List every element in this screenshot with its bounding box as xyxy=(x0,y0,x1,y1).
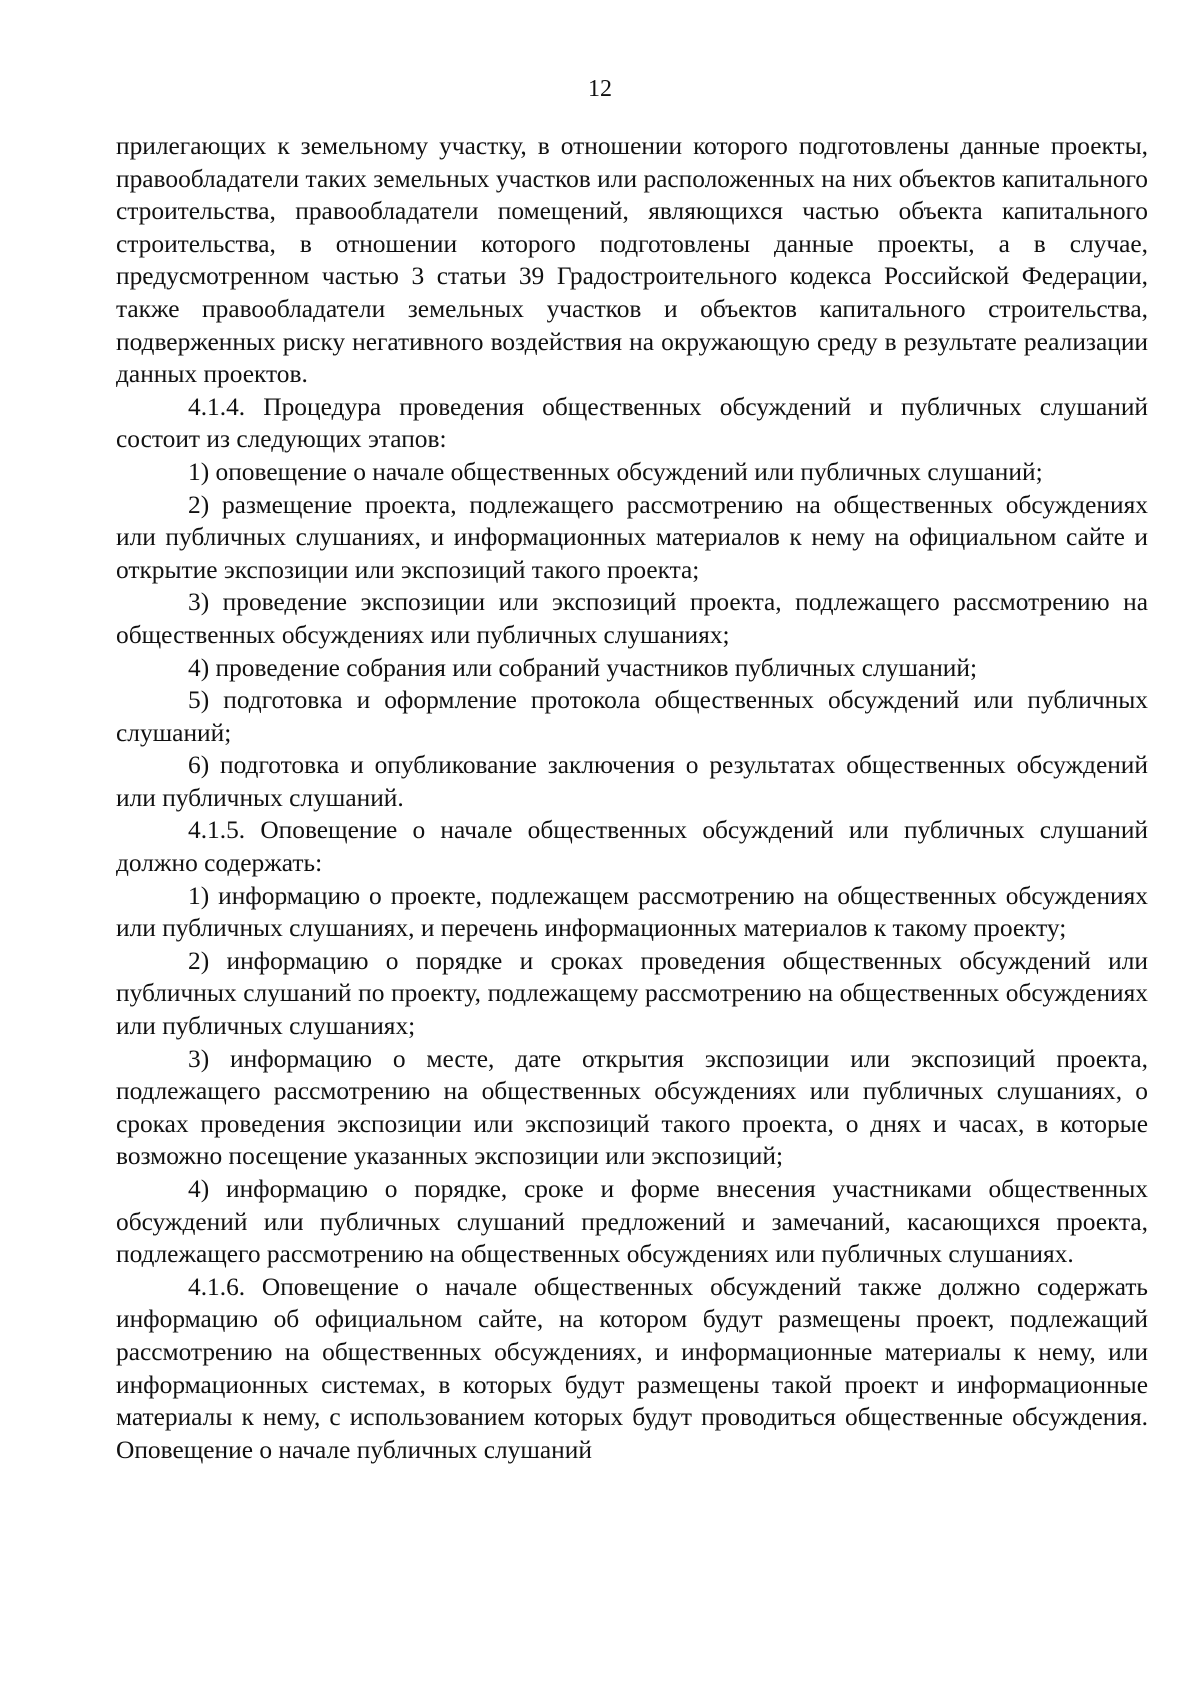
paragraph-continuation: прилегающих к земельному участку, в отношении которого подготовлены данные проекты, правообладатели таких земельных участков или расположенных на них объектов капитального строительства, правообладатели помещений, являющихся частью объекта капитального строительства, в отношении которого подготовлены данные проекты, а в случае, предусмотренном частью 3 статьи 39 Градостроительного кодекса Российской Федерации, также правообладатели земельных участков и объектов капитального строительства, подверженных риску негативного воздействия на окружающую среду в результате реализации данных проектов. xyxy=(116,132,1148,389)
list-item-4-1-4-4: 4) проведение собрания или собраний участников публичных слушаний; xyxy=(188,653,978,682)
paragraph-4-1-5: 4.1.5. Оповещение о начале общественных обсуждений или публичных слушаний должно содержать: xyxy=(116,816,1148,878)
list-item-4-1-4-1: 1) оповещение о начале общественных обсуждений или публичных слушаний; xyxy=(188,457,1043,486)
list-item-4-1-4-2: 2) размещение проекта, подлежащего рассмотрению на общественных обсуждениях или публичных слушаниях, и информационных материалов к нему на официальном сайте и открытие экспозиции или экспозиций такого проекта; xyxy=(116,490,1148,584)
page-number: 12 xyxy=(588,76,612,102)
paragraph-4-1-6: 4.1.6. Оповещение о начале общественных обсуждений также должно содержать информацию об официальном сайте, на котором будут размещены проект, подлежащий рассмотрению на общественных обсуждениях, и информационные материалы к нему, или информационных системах, в которых будут размещены такой проект и информационные материалы к нему, с использованием которых будут проводиться общественные обсуждения. Оповещение о начале публичных слушаний xyxy=(116,1272,1148,1464)
list-item-4-1-5-3: 3) информацию о месте, дате открытия экспозиции или экспозиций проекта, подлежащего рассмотрению на общественных обсуждениях или публичных слушаниях, о сроках проведения экспозиции или экспозиций такого проекта, о днях и часах, в которые возможно посещение указанных экспозиции или экспозиций; xyxy=(116,1044,1148,1171)
document-body xyxy=(116,130,1148,1466)
list-item-4-1-5-1: 1) информацию о проекте, подлежащем рассмотрению на общественных обсуждениях или публичных слушаниях, и перечень информационных материалов к такому проекту; xyxy=(116,881,1148,943)
paragraph-4-1-4: 4.1.4. Процедура проведения общественных обсуждений и публичных слушаний состоит из следующих этапов: xyxy=(116,392,1148,454)
list-item-4-1-4-5: 5) подготовка и оформление протокола общественных обсуждений или публичных слушаний; xyxy=(116,686,1148,747)
list-item-4-1-5-2: 2) информацию о порядке и сроках проведения общественных обсуждений или публичных слушаний по проекту, подлежащему рассмотрению на общественных обсуждениях или публичных слушаниях; xyxy=(116,946,1148,1041)
list-item-4-1-4-3: 3) проведение экспозиции или экспозиций проекта, подлежащего рассмотрению на общественных обсуждениях или публичных слушаниях; xyxy=(116,588,1148,649)
list-item-4-1-4-6: 6) подготовка и опубликование заключения о результатах общественных обсуждений или публичных слушаний. xyxy=(116,751,1148,812)
list-item-4-1-5-4: 4) информацию о порядке, сроке и форме внесения участниками общественных обсуждений или публичных слушаний предложений и замечаний, касающихся проекта, подлежащего рассмотрению на общественных обсуждениях или публичных слушаниях. xyxy=(116,1175,1148,1269)
